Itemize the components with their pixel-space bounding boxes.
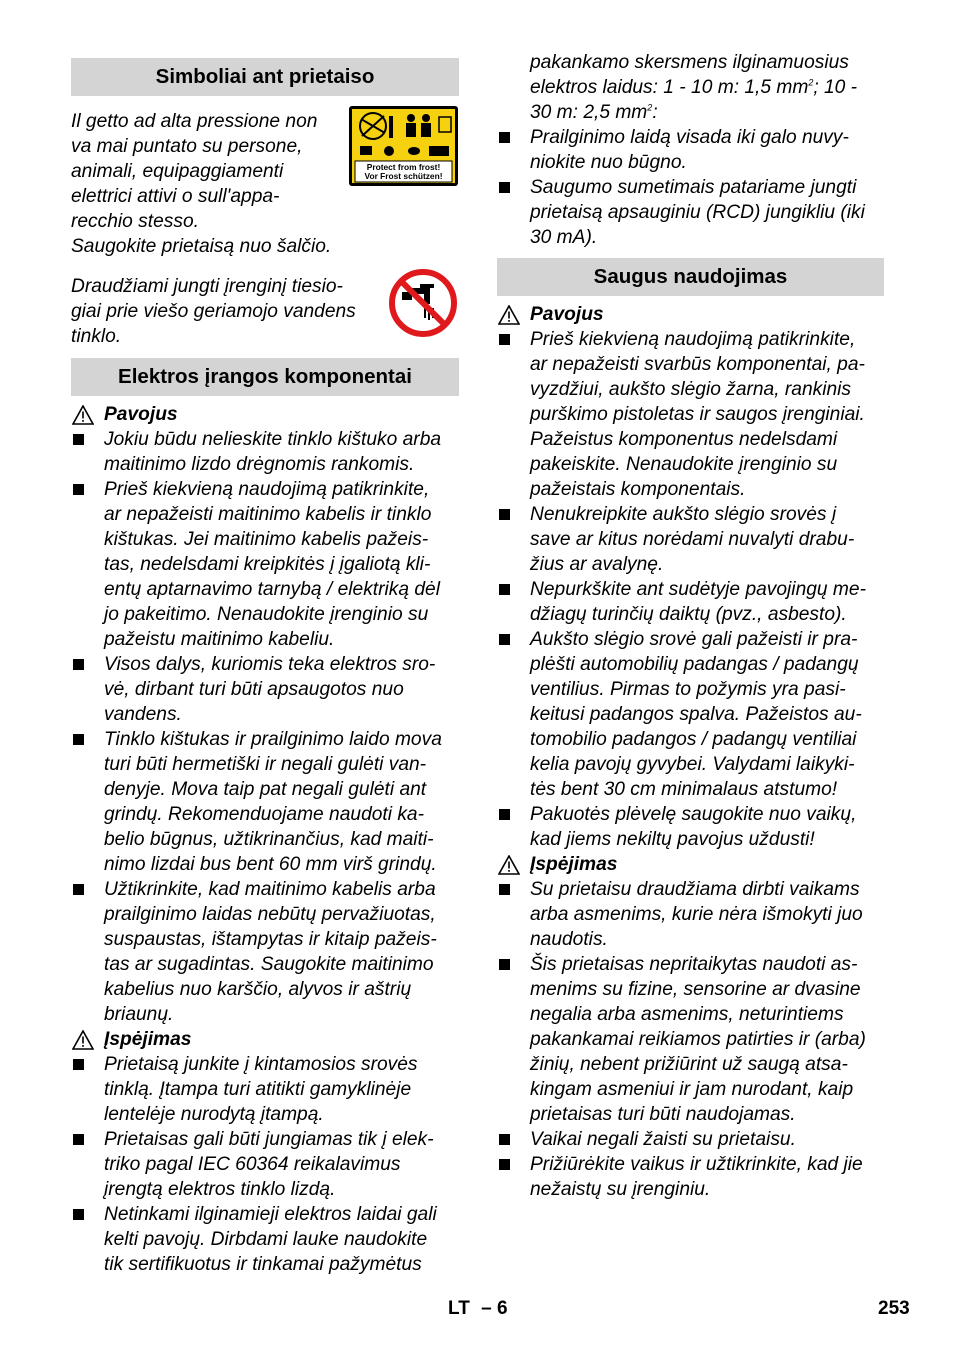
section-heading-symbols: Simboliai ant prietaiso	[71, 58, 459, 96]
list-item	[71, 877, 459, 1027]
text-line: Prieš kiekvieną naudojimą patikrinkite,	[530, 329, 856, 350]
bullet-icon	[499, 884, 510, 895]
text-line: Prietaisą junkite į kintamosios srovės	[104, 1054, 418, 1075]
text-line: tinklą. Įtampa turi atitikti gamyklinėje	[104, 1079, 412, 1100]
text-line: briaunų.	[104, 1004, 174, 1025]
text-line: lentelėje nurodytą įtampą.	[104, 1104, 324, 1125]
text-line: Nenukreipkite aukšto slėgio srovės į	[530, 504, 837, 525]
continued-text	[497, 50, 884, 125]
warning-label-text: Įspėjimas	[530, 854, 618, 875]
text-line: ar nepažeisti svarbūs komponentai, pa-	[530, 354, 865, 375]
text-line: vyzdžiui, aukšto slėgio žarna, rankinis	[530, 379, 852, 400]
text-line: pakankamai reikiamos patirties ir (arba)	[530, 1029, 866, 1050]
bullet-icon	[73, 434, 84, 445]
text-line: Prailginimo laidą visada iki galo nuvy-	[530, 127, 849, 148]
text-fragment: 30 m: 2,5 mm	[530, 102, 648, 123]
bullet-icon	[73, 884, 84, 895]
text-line: keitusi padangos spalva. Pažeistos au-	[530, 704, 862, 725]
warning-triangle-icon	[72, 405, 94, 425]
list-item	[497, 952, 884, 1127]
text-line: Pažeistus komponentus nedelsdami	[530, 429, 838, 450]
list-item	[71, 727, 459, 877]
list-item	[497, 802, 884, 852]
text-line: tik sertifikuotus ir tinkamai pažymėtus	[104, 1254, 422, 1275]
text-line: nimo lizdai bus bent 60 mm virš grindų.	[104, 854, 437, 875]
text-line: vandens.	[104, 704, 182, 725]
text-line: kabelius nuo karščio, alyvos ir aštrių	[104, 979, 412, 1000]
text-line: 30 mA).	[530, 227, 598, 248]
text-line: ventilius. Pirmas to požymis yra pasi-	[530, 679, 846, 700]
text-line	[530, 75, 884, 100]
text-line: kištukas. Jei maitinimo kabelis pažeis-	[104, 529, 429, 550]
list-item	[497, 1152, 884, 1202]
bullet-icon	[499, 182, 510, 193]
text-line: kingam asmeniui ir jam nurodant, kaip	[530, 1079, 854, 1100]
text-line: Saugumo sumetimais patariame jungti	[530, 177, 857, 198]
text-line: naudotis.	[530, 929, 608, 950]
bullet-icon	[73, 484, 84, 495]
text-line: vė, dirbant turi būti apsaugotos nuo	[104, 679, 404, 700]
text-line: džiagų turinčių daiktų (pvz., asbesto).	[530, 604, 847, 625]
text-line: belio būgnus, užtikrinančius, kad maiti-	[104, 829, 434, 850]
bullet-icon	[499, 584, 510, 595]
danger-label	[497, 302, 884, 327]
text-line: menims su fizine, sensorine ar dvasine	[530, 979, 861, 1000]
warning-triangle-icon	[72, 1030, 94, 1050]
text-line: žinių, nebent prižiūrint už saugą atsa-	[530, 1054, 848, 1075]
text-line: triko pagal IEC 60364 reikalavimus	[104, 1154, 401, 1175]
superscript: 2	[647, 102, 653, 113]
bullet-icon	[499, 1134, 510, 1145]
list-item	[71, 1052, 459, 1127]
text-line: Il getto ad alta pressione non	[71, 111, 318, 132]
text-line: arba asmenims, kurie nėra išmokyti juo	[530, 904, 863, 925]
list-item	[497, 877, 884, 952]
text-line: suspaustas, ištampytas ir kitaip pažeis-	[104, 929, 437, 950]
text-line: tomobilio padangos / padangų ventiliai	[530, 729, 857, 750]
text-line: prietaisą apsauginiu (RCD) jungikliu (iki	[530, 202, 865, 223]
bullet-icon	[499, 634, 510, 645]
text-line: denyje. Mova taip pat negali gulėti ant	[104, 779, 427, 800]
bullet-icon	[499, 132, 510, 143]
text-line: tas, nedelsdami kreipkitės į įgaliotą kli-	[104, 554, 431, 575]
text-line: plėšti automobilių padangas / padangų	[530, 654, 859, 675]
text-line: pakeiskite. Nenaudokite įrenginio su	[530, 454, 838, 475]
list-item	[71, 652, 459, 727]
frost-warning-icon	[349, 106, 458, 186]
text-line: save ar kitus norėdami nuvalyti drabu-	[530, 529, 855, 550]
text-line: giai prie viešo geriamojo vandens	[71, 301, 356, 322]
footer-section-label	[448, 1298, 508, 1320]
text-line: Prietaisas gali būti jungiamas tik į elek-	[104, 1129, 434, 1150]
list-item	[497, 627, 884, 802]
text-fragment: :	[652, 102, 658, 123]
warning-triangle-icon	[498, 305, 520, 325]
list-item	[497, 1127, 884, 1152]
frost-label-line2: Vor Frost schützen!	[364, 171, 443, 181]
text-fragment: ; 10 -	[813, 77, 858, 98]
list-item	[71, 1202, 459, 1277]
text-line	[530, 100, 884, 125]
text-line: jo pakeitimo. Nenaudokite įrenginio su	[104, 604, 429, 625]
text-line: tės bent 30 cm minimalaus atstumo!	[530, 779, 838, 800]
text-line: Pakuotės plėvelę saugokite nuo vaikų,	[530, 804, 857, 825]
text-line: Aukšto slėgio srovė gali pažeisti ir pra-	[530, 629, 858, 650]
text-line: Prieš kiekvieną naudojimą patikrinkite,	[104, 479, 430, 500]
text-line: recchio stesso.	[71, 211, 199, 232]
text-line: ar nepažeisti maitinimo kabelis ir tinklo	[104, 504, 432, 525]
text-line: kad jiems nekiltų pavojus uždusti!	[530, 829, 815, 850]
text-line: purškimo pistoletas ir saugos įrenginiai.	[530, 404, 865, 425]
list-item	[497, 327, 884, 502]
text-line: turi būti hermetiški ir negali gulėti van-	[104, 754, 427, 775]
text-line: tas ar sugadintas. Saugokite maitinimo	[104, 954, 434, 975]
bullet-icon	[73, 1134, 84, 1145]
text-line: Šis prietaisas nepritaikytas naudoti as-	[530, 954, 858, 975]
bullet-icon	[499, 1159, 510, 1170]
text-line: nežaistų su įrenginiu.	[530, 1179, 711, 1200]
text-line: elettrici attivi o sull'appa-	[71, 186, 280, 207]
warning-label	[497, 852, 884, 877]
text-line: Vaikai negali žaisti su prietaisu.	[530, 1129, 796, 1150]
bullet-icon	[499, 959, 510, 970]
list-item	[71, 477, 459, 652]
text-line: Saugokite prietaisą nuo šalčio.	[71, 236, 332, 257]
danger-list	[71, 427, 459, 1027]
text-line: maitinimo lizdo drėgnomis rankomis.	[104, 454, 415, 475]
text-line: Nepurkškite ant sudėtyje pavojingų me-	[530, 579, 866, 600]
warning-triangle-icon	[498, 855, 520, 875]
superscript: 2	[808, 77, 814, 88]
warning-label	[71, 1027, 459, 1052]
footer-section-page: – 6	[481, 1298, 508, 1319]
list-item	[497, 175, 884, 250]
section-heading-safe-use: Saugus naudojimas	[497, 258, 884, 296]
page-number: 253	[878, 1298, 910, 1319]
extension-list	[497, 125, 884, 250]
bullet-icon	[73, 1209, 84, 1220]
right-column	[497, 50, 884, 1202]
text-line: kelia pavojų gyvybei. Valydami laikyki-	[530, 754, 855, 775]
text-line: animali, equipaggiamenti	[71, 161, 284, 182]
text-line: prietaisas turi būti naudojamas.	[530, 1104, 796, 1125]
list-item	[497, 502, 884, 577]
danger-list	[497, 327, 884, 852]
list-item	[71, 427, 459, 477]
text-line: įrengtą elektros tinklo lizdą.	[104, 1179, 336, 1200]
text-line: žius ar avalynę.	[530, 554, 664, 575]
list-item	[497, 125, 884, 175]
list-item	[497, 577, 884, 627]
text-line: Su prietaisu draudžiama dirbti vaikams	[530, 879, 860, 900]
bullet-icon	[73, 1059, 84, 1070]
text-line: prailginimo laidas nebūtų pervažiuotas,	[104, 904, 436, 925]
bullet-icon	[499, 334, 510, 345]
bullet-icon	[73, 659, 84, 670]
text-line: pakankamo skersmens ilginamuosius	[530, 52, 849, 73]
section-heading-electrical: Elektros įrangos komponentai	[71, 358, 459, 396]
list-item	[71, 1127, 459, 1202]
no-drinking-water-icon	[388, 268, 458, 338]
text-line: Užtikrinkite, kad maitinimo kabelis arba	[104, 879, 436, 900]
water-symbol-block	[71, 274, 459, 349]
text-line: niokite nuo būgno.	[530, 152, 687, 173]
danger-label-text: Pavojus	[530, 304, 604, 325]
text-line: kelti pavojų. Dirbdami lauke naudokite	[104, 1229, 428, 1250]
text-line: pažeistais komponentais.	[530, 479, 746, 500]
warning-list	[71, 1052, 459, 1277]
text-line: negalia arba asmenims, neturintiems	[530, 1004, 844, 1025]
text-line: Prižiūrėkite vaikus ir užtikrinkite, kad jie	[530, 1154, 863, 1175]
text-line: entų aptarnavimo tarnybą / elektriką dėl	[104, 579, 440, 600]
bullet-icon	[499, 509, 510, 520]
frost-symbol-block	[71, 109, 459, 259]
bullet-icon	[499, 809, 510, 820]
text-line: Draudžiami jungti įrenginį tiesio-	[71, 276, 343, 297]
danger-label	[71, 402, 459, 427]
bullet-icon	[73, 734, 84, 745]
text-line: pažeistu maitinimo kabeliu.	[104, 629, 335, 650]
text-line: Netinkami ilginamieji elektros laidai gali	[104, 1204, 437, 1225]
text-fragment: elektros laidus: 1 - 10 m: 1,5 mm	[530, 77, 809, 98]
left-column	[71, 50, 459, 1277]
text-line: Visos dalys, kuriomis teka elektros sro-	[104, 654, 436, 675]
warning-list	[497, 877, 884, 1202]
frost-label-line1: Protect from frost!	[366, 162, 441, 172]
text-line: Jokiu būdu nelieskite tinklo kištuko arba	[104, 429, 442, 450]
text-line: grindų. Rekomenduojame naudoti ka-	[104, 804, 424, 825]
warning-label-text: Įspėjimas	[104, 1029, 192, 1050]
text-line: va mai puntato su persone,	[71, 136, 303, 157]
text-line: tinklo.	[71, 326, 122, 347]
text-line: Tinklo kištukas ir prailginimo laido mova	[104, 729, 442, 750]
footer-section: LT	[448, 1298, 470, 1319]
danger-label-text: Pavojus	[104, 404, 178, 425]
